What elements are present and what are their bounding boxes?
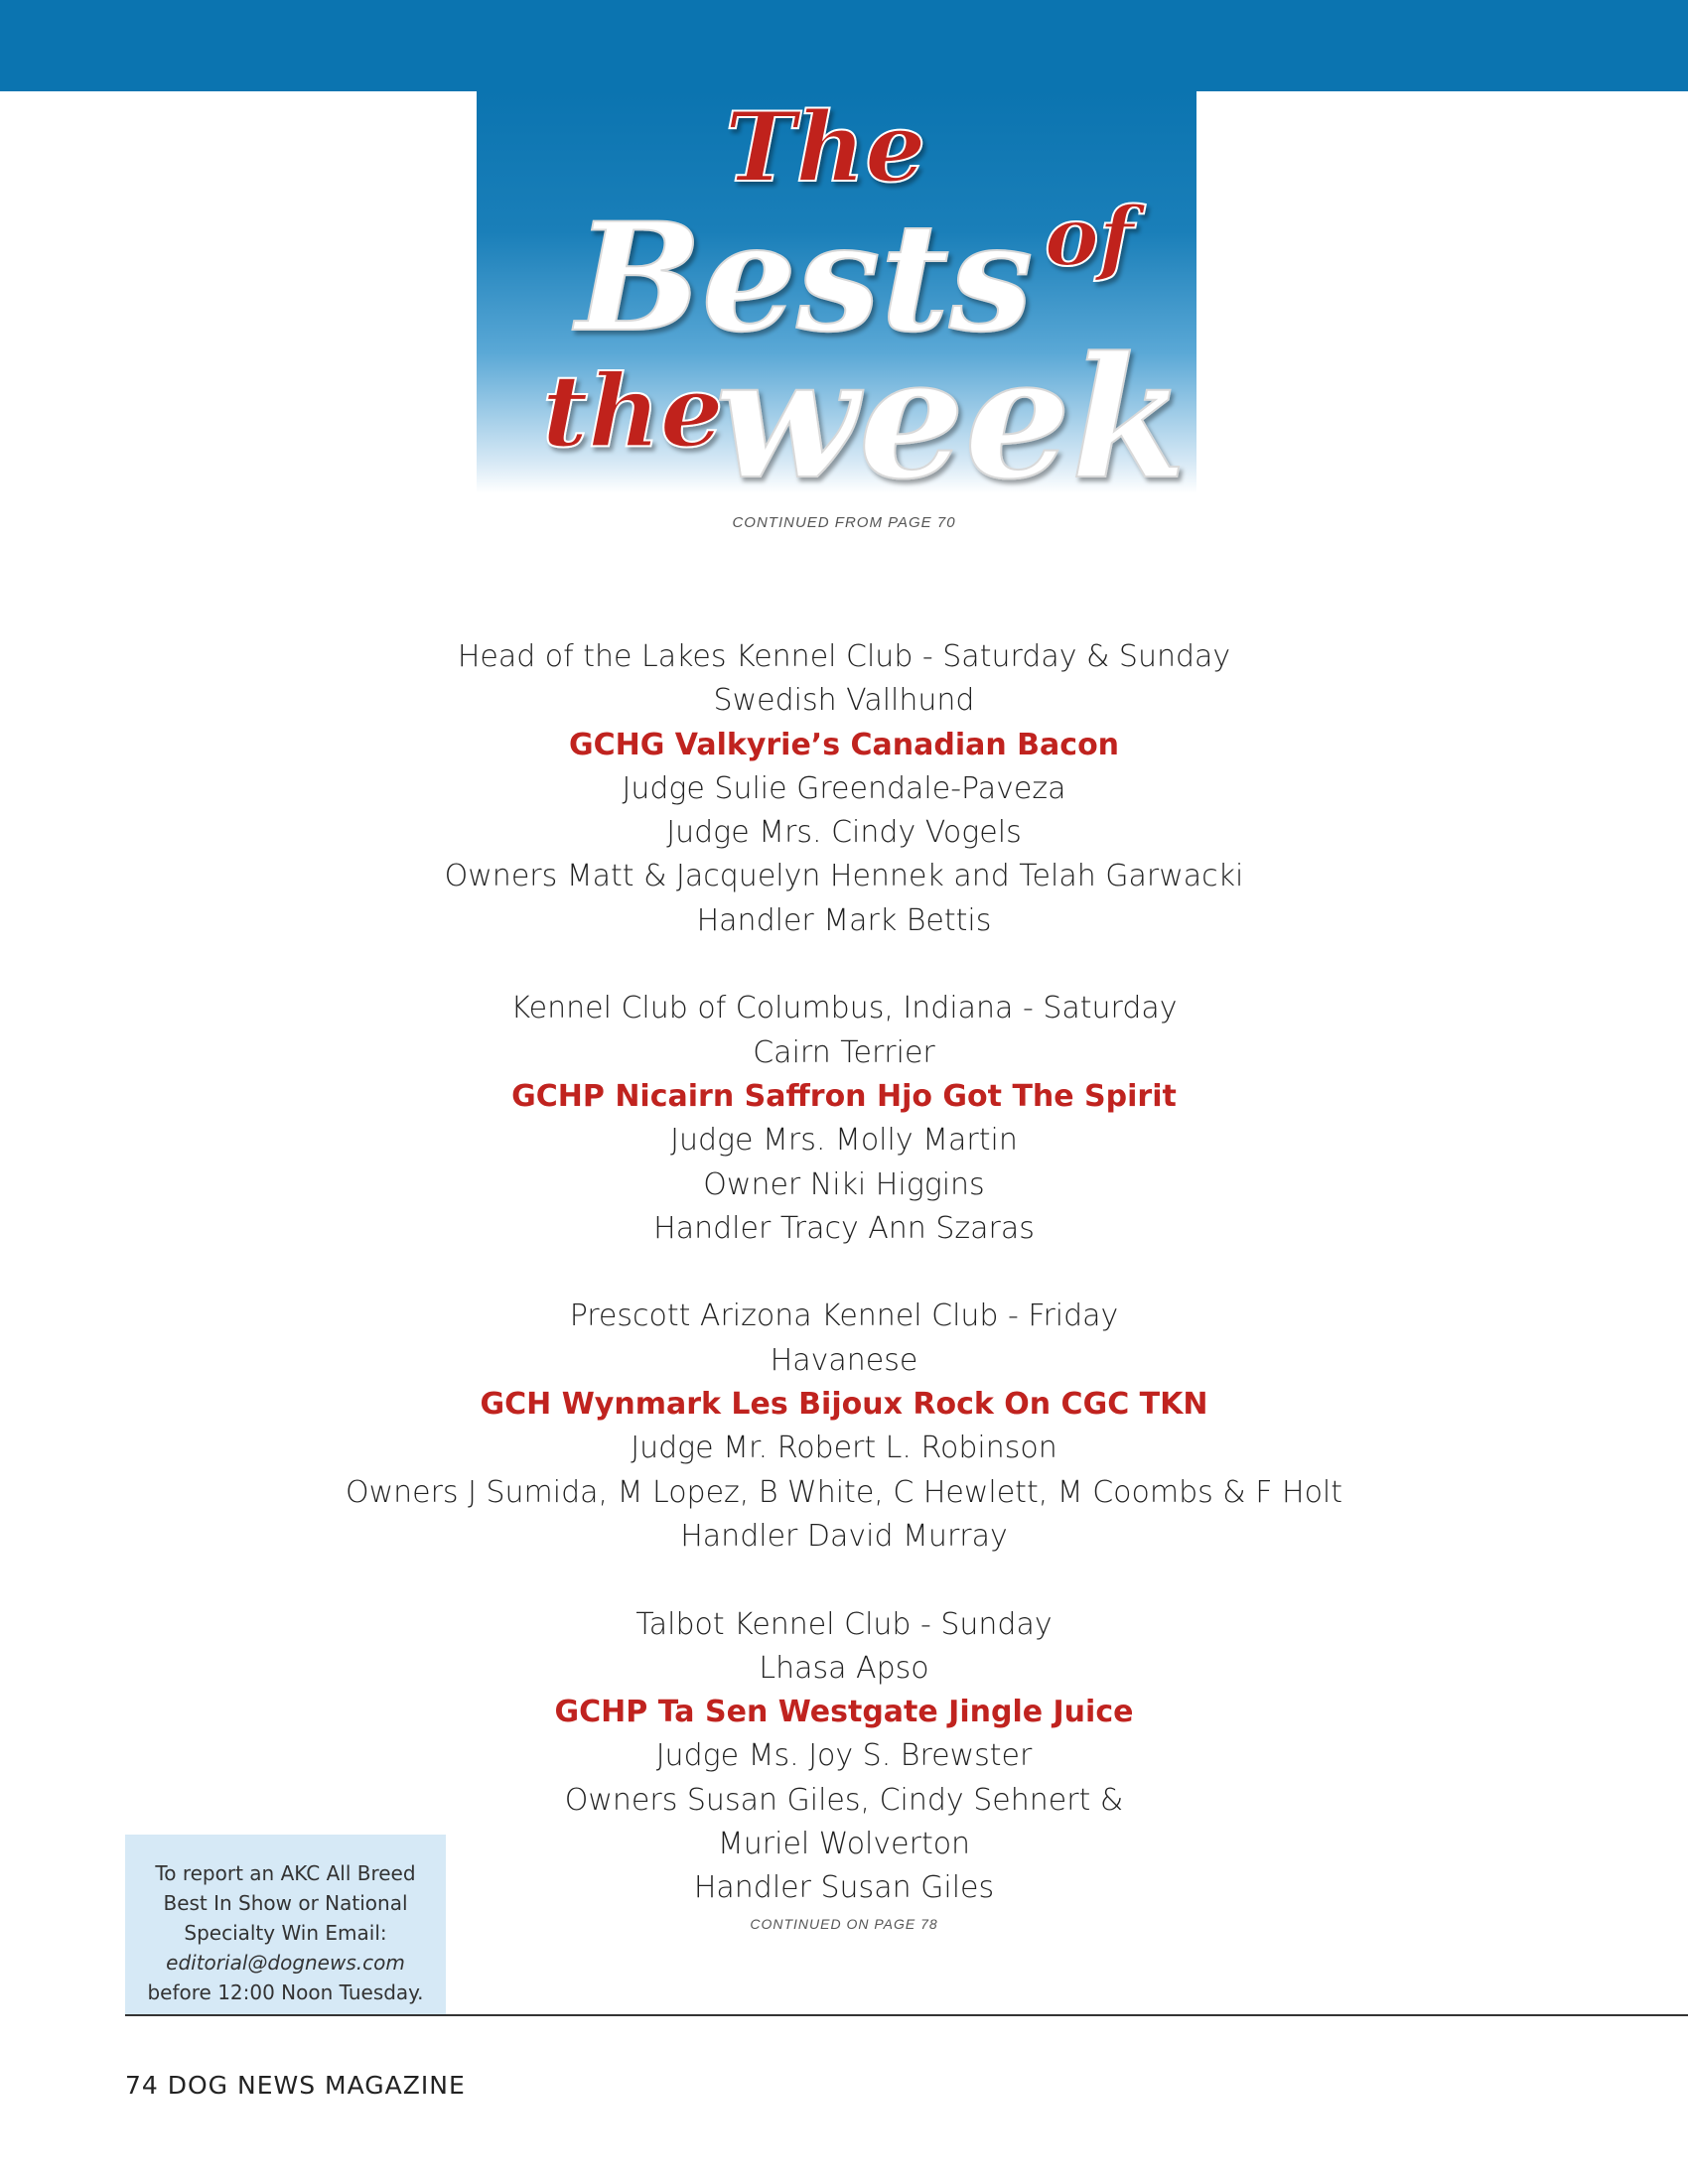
breed-name: Havanese [770,1342,918,1378]
dog-name: GCHG Valkyrie’s Canadian Bacon [568,727,1120,762]
judge-line: Judge Mrs. Cindy Vogels [666,815,1022,851]
handler-line: Handler David Murray [680,1518,1008,1554]
dog-name: GCHP Ta Sen Westgate Jingle Juice [554,1695,1134,1730]
owners-line: Owners J Sumida, M Lopez, B White, C Hewlett, M Coombs & F Holt [345,1474,1343,1510]
judge-line: Judge Mr. Robert L. Robinson [631,1431,1057,1466]
club-name: Talbot Kennel Club - Sunday [635,1606,1053,1642]
svg-text:The: The [725,91,926,204]
svg-text:Bests: Bests [576,191,1034,365]
top-color-bar [0,0,1688,91]
breed-name: Swedish Vallhund [713,683,975,719]
page-footer-label: 74 DOG NEWS MAGAZINE [125,2071,466,2100]
breed-name: Cairn Terrier [753,1034,935,1070]
judge-line: Judge Ms. Joy S. Brewster [655,1738,1033,1774]
best-in-show-list [248,635,1440,1911]
report-email-link[interactable]: editorial@dognews.com [166,1951,405,1975]
svg-text:the: the [542,352,724,470]
handler-line: Handler Mark Bettis [696,902,992,938]
bests-of-the-week-logo-art [477,91,1196,493]
report-box-line: To report an AKC All Breed [155,1861,416,1885]
owner-line: Owner Niki Higgins [703,1166,985,1202]
report-box-line: Best In Show or National [163,1891,408,1915]
bis-entry [248,1295,1440,1559]
club-name: Head of the Lakes Kennel Club - Saturday & Sunday [457,639,1231,674]
club-name: Prescott Arizona Kennel Club - Friday [569,1298,1119,1334]
bis-entry [248,635,1440,943]
dog-name: GCHP Nicairn Saffron Hjo Got The Spirit [511,1078,1177,1114]
report-win-box [125,1835,446,2014]
handler-line: Handler Tracy Ann Szaras [653,1210,1035,1246]
owners-line: Owners Susan Giles, Cindy Sehnert & [564,1782,1124,1818]
judge-line: Judge Sulie Greendale-Paveza [622,770,1066,806]
footer-divider [125,2014,1688,2016]
report-box-line: Specialty Win Email: [184,1921,387,1945]
dog-name: GCH Wynmark Les Bijoux Rock On CGC TKN [480,1387,1208,1423]
handler-line: Handler Susan Giles [693,1870,995,1906]
club-name: Kennel Club of Columbus, Indiana - Saturday [510,991,1178,1026]
bis-entry [248,987,1440,1251]
owners-line: Owners Matt & Jacquelyn Hennek and Telah Garwacki [444,859,1244,894]
report-deadline: before 12:00 Noon Tuesday. [147,1980,424,2004]
masthead-logo [477,91,1196,493]
owners-line-continued: Muriel Wolverton [717,1827,971,1862]
judge-line: Judge Mrs. Molly Martin [670,1123,1018,1159]
breed-name: Lhasa Apso [759,1650,929,1686]
continued-from-note: CONTINUED FROM PAGE 70 [732,514,956,531]
svg-text:of: of [1045,190,1134,285]
continued-on-note: CONTINUED ON PAGE 78 [750,1916,938,1932]
svg-text:week: week [715,320,1187,493]
